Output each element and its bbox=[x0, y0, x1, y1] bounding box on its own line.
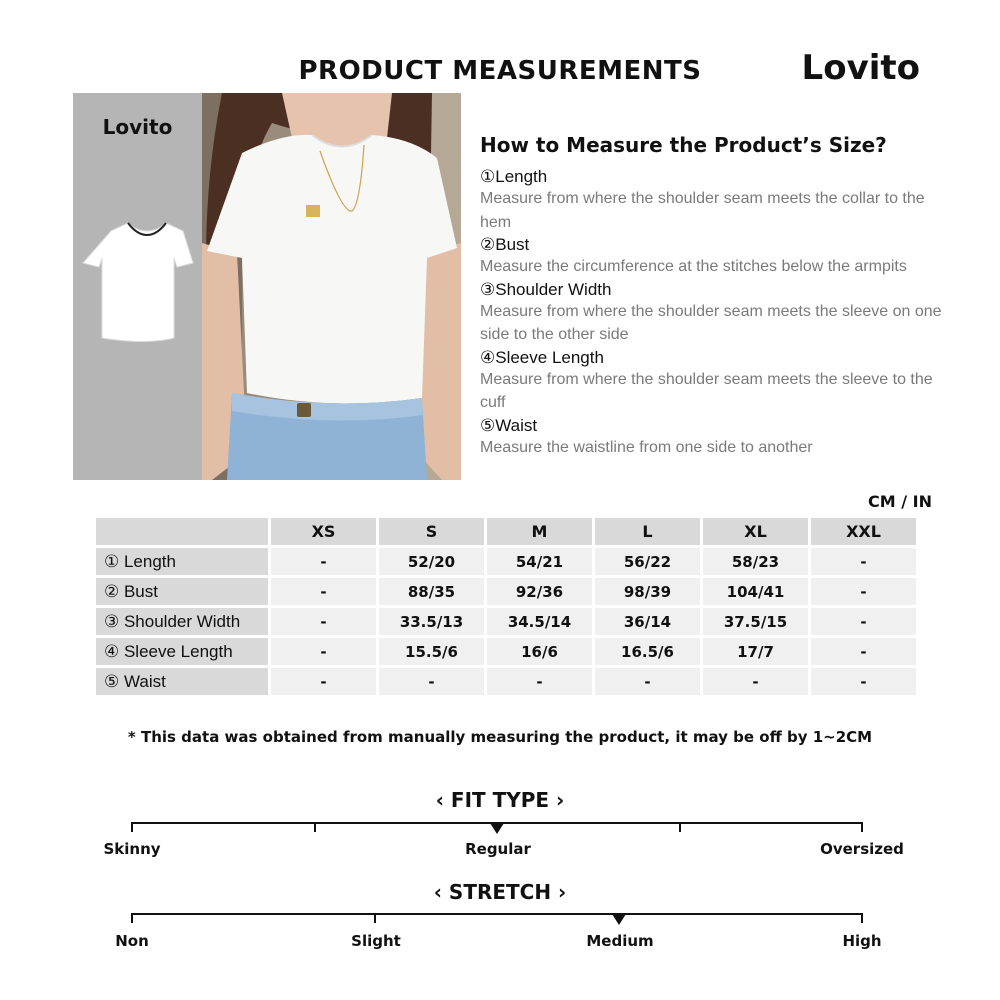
table-row bbox=[96, 668, 916, 695]
size-header-cell: XXL bbox=[811, 518, 916, 545]
table-row bbox=[96, 578, 916, 605]
table-header-row bbox=[96, 518, 916, 545]
table-cell: 88/35 bbox=[379, 578, 484, 605]
table-cell: - bbox=[811, 638, 916, 665]
table-cell: - bbox=[487, 668, 592, 695]
stretch-label-slight: Slight bbox=[351, 932, 401, 950]
row-label: ② Bust bbox=[96, 578, 268, 605]
table-cell: - bbox=[811, 668, 916, 695]
table-cell: - bbox=[703, 668, 808, 695]
table-cell: - bbox=[811, 608, 916, 635]
table-cell: 92/36 bbox=[487, 578, 592, 605]
fit-label-skinny: Skinny bbox=[103, 840, 161, 858]
units-label: CM / IN bbox=[868, 492, 932, 511]
guide-heading: How to Measure the Product’s Size? bbox=[480, 133, 887, 157]
guide-item-shoulder bbox=[480, 280, 950, 347]
stretch-label-medium: Medium bbox=[586, 932, 654, 950]
stretch-title: ‹ STRETCH › bbox=[433, 880, 567, 904]
table-cell: 37.5/15 bbox=[703, 608, 808, 635]
guide-item-name: ①Length bbox=[480, 167, 548, 186]
fit-label-regular: Regular bbox=[465, 840, 531, 858]
stretch-label-high: High bbox=[842, 932, 882, 950]
guide-item-name: ③Shoulder Width bbox=[480, 279, 612, 299]
guide-item-sleeve bbox=[480, 348, 950, 415]
table-corner-cell bbox=[96, 518, 268, 545]
table-cell: 52/20 bbox=[379, 548, 484, 575]
fit-type-title: ‹ FIT TYPE › bbox=[435, 788, 565, 812]
table-cell: - bbox=[271, 608, 376, 635]
table-cell: - bbox=[379, 668, 484, 695]
model-photo-illustration bbox=[202, 93, 461, 480]
size-header-cell: XL bbox=[703, 518, 808, 545]
scale-tick bbox=[861, 822, 863, 832]
stretch-marker-icon bbox=[612, 914, 626, 925]
size-table bbox=[93, 515, 919, 698]
table-cell: 15.5/6 bbox=[379, 638, 484, 665]
table-cell: 34.5/14 bbox=[487, 608, 592, 635]
tshirt-flat-image bbox=[73, 93, 202, 480]
table-cell: - bbox=[271, 638, 376, 665]
table-cell: 54/21 bbox=[487, 548, 592, 575]
guide-item-desc: Measure from where the shoulder seam meets the sleeve to the cuff bbox=[480, 370, 933, 411]
table-cell: - bbox=[595, 668, 700, 695]
guide-item-name: ⑤Waist bbox=[480, 415, 538, 435]
guide-item-name: ④Sleeve Length bbox=[480, 347, 604, 367]
stretch-scale-line bbox=[132, 913, 863, 915]
guide-item-length bbox=[480, 167, 950, 234]
table-row bbox=[96, 638, 916, 665]
table-cell: 98/39 bbox=[595, 578, 700, 605]
scale-tick bbox=[314, 822, 316, 832]
fit-type-marker-icon bbox=[490, 823, 504, 834]
fit-label-oversized: Oversized bbox=[820, 840, 904, 858]
table-cell: - bbox=[271, 578, 376, 605]
measurement-note: * This data was obtained from manually measuring the product, it may be off by 1~2CM bbox=[127, 728, 873, 746]
panel-brand-logo: Lovito bbox=[102, 115, 173, 139]
guide-item-waist bbox=[480, 416, 950, 460]
table-cell: - bbox=[811, 578, 916, 605]
size-header-cell: M bbox=[487, 518, 592, 545]
table-cell: 16/6 bbox=[487, 638, 592, 665]
guide-item-desc: Measure from where the shoulder seam meets the collar to the hem bbox=[480, 190, 925, 231]
table-cell: 33.5/13 bbox=[379, 608, 484, 635]
stretch-label-non: Non bbox=[115, 932, 149, 950]
brand-logo: Lovito bbox=[801, 48, 920, 88]
scale-tick bbox=[374, 913, 376, 923]
table-cell: 104/41 bbox=[703, 578, 808, 605]
size-header-cell: S bbox=[379, 518, 484, 545]
table-row bbox=[96, 608, 916, 635]
table-cell: - bbox=[271, 668, 376, 695]
table-cell: - bbox=[811, 548, 916, 575]
table-cell: 17/7 bbox=[703, 638, 808, 665]
table-cell: 16.5/6 bbox=[595, 638, 700, 665]
row-label: ⑤ Waist bbox=[96, 668, 268, 695]
scale-tick bbox=[861, 913, 863, 923]
guide-item-name: ②Bust bbox=[480, 235, 530, 254]
guide-item-desc: Measure the circumference at the stitches below the armpits bbox=[480, 258, 907, 275]
table-cell: 56/22 bbox=[595, 548, 700, 575]
row-label: ① Length bbox=[96, 548, 268, 575]
scale-tick bbox=[679, 822, 681, 832]
model-photo bbox=[202, 93, 461, 480]
guide-item-desc: Measure the waistline from one side to another bbox=[480, 438, 813, 456]
table-cell: - bbox=[271, 548, 376, 575]
size-header-cell: L bbox=[595, 518, 700, 545]
size-header-cell: XS bbox=[271, 518, 376, 545]
scale-tick bbox=[131, 913, 133, 923]
table-cell: 36/14 bbox=[595, 608, 700, 635]
row-label: ④ Sleeve Length bbox=[96, 638, 268, 665]
measure-guide bbox=[480, 133, 950, 460]
flat-lay-panel bbox=[73, 93, 202, 480]
scale-tick bbox=[131, 822, 133, 832]
guide-item-desc: Measure from where the shoulder seam meets the sleeve on one side to the other side bbox=[480, 302, 942, 343]
table-cell: 58/23 bbox=[703, 548, 808, 575]
table-row bbox=[96, 548, 916, 575]
row-label: ③ Shoulder Width bbox=[96, 608, 268, 635]
guide-item-bust bbox=[480, 235, 950, 279]
page-title: PRODUCT MEASUREMENTS bbox=[298, 56, 702, 86]
